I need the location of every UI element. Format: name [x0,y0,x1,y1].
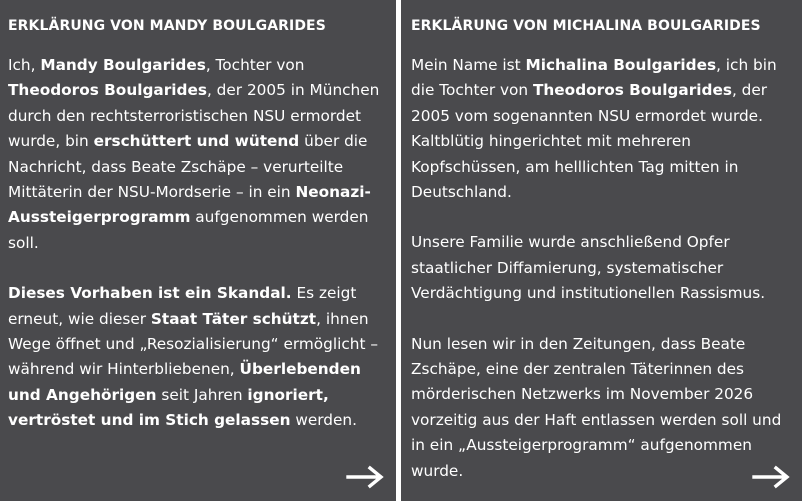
text-span: , Tochter von [205,56,305,74]
bold-emphasis: Überlebenden und Angehörigen [8,360,361,404]
bold-emphasis: ignoriert, vertröstet und im Stich gelassen [8,385,329,430]
bold-emphasis: erschüttert und wütend [93,132,300,151]
statement-paragraph-2: Unsere Familie wurde anschließend Opfer staatlicher Diffamierung, systematischer Verdächtigung und institutionellen Rassismus. [411,233,766,303]
bold-emphasis: Neonazi-Aussteigerprogramm [8,183,371,227]
statement-paragraph-3: Nun lesen wir in den Zeitungen, dass Beate Zschäpe, eine der zentralen Täterinnen des mörderischen Netzwerks im November 2026 vorzeitig aus der Haft entlassen werden soll und in ein „Aussteigerprogramm“ aufgenommen wurde. [411,334,782,480]
text-span: , ich bin die Tochter von [411,56,777,100]
bold-emphasis: Dieses Vorhaben ist ein Skandal. [8,284,292,303]
statement-panel-mandy [0,0,396,501]
statement-paragraph-2 [8,281,388,433]
text-span: Mein Name ist [411,56,526,74]
text-span: werden. [290,411,357,430]
bold-name: Theodoros Boulgarides [8,81,207,100]
arrow-right-icon[interactable] [346,465,386,489]
bold-name: Michalina Boulgarides [525,56,717,74]
bold-emphasis: Staat Täter schützt [150,309,317,328]
text-span: Ich, [8,56,41,74]
text-span: , der 2005 in München durch den rechtsterroristischen NSU ermordet wurde, bin [8,81,380,151]
statement-panel-michalina [401,0,802,501]
text-span: über die Nachricht, dass Beate Zschäpe – verurteilte Mittäterin der NSU-Mordserie – in ein [8,132,368,202]
bold-name: Theodoros Boulgarides [532,81,732,100]
text-span: aufgenommen werden soll. [8,208,369,252]
statement-paragraph-1 [8,53,388,256]
text-span: , ihnen Wege öffnet und „Resozialisierung“ ermöglicht – während wir Hinterbliebenen, [8,309,378,379]
text-span: Es zeigt erneut, wie dieser [8,284,357,328]
bold-name: Mandy Boulgarides [40,56,206,74]
statement-paragraph-1 [411,53,792,205]
arrow-right-icon[interactable] [752,465,792,489]
text-span: seit Jahren [156,385,248,404]
text-span: , der 2005 vom sogenannten NSU ermordet wurde. Kaltblütig hingerichtet mit mehreren Kopfschüssen, am helllichten Tag mitten in Deutschland. [411,81,768,202]
statement-title: ERKLÄRUNG VON MICHALINA BOULGARIDES [411,18,761,34]
statement-title: ERKLÄRUNG VON MANDY BOULGARIDES [8,18,326,34]
